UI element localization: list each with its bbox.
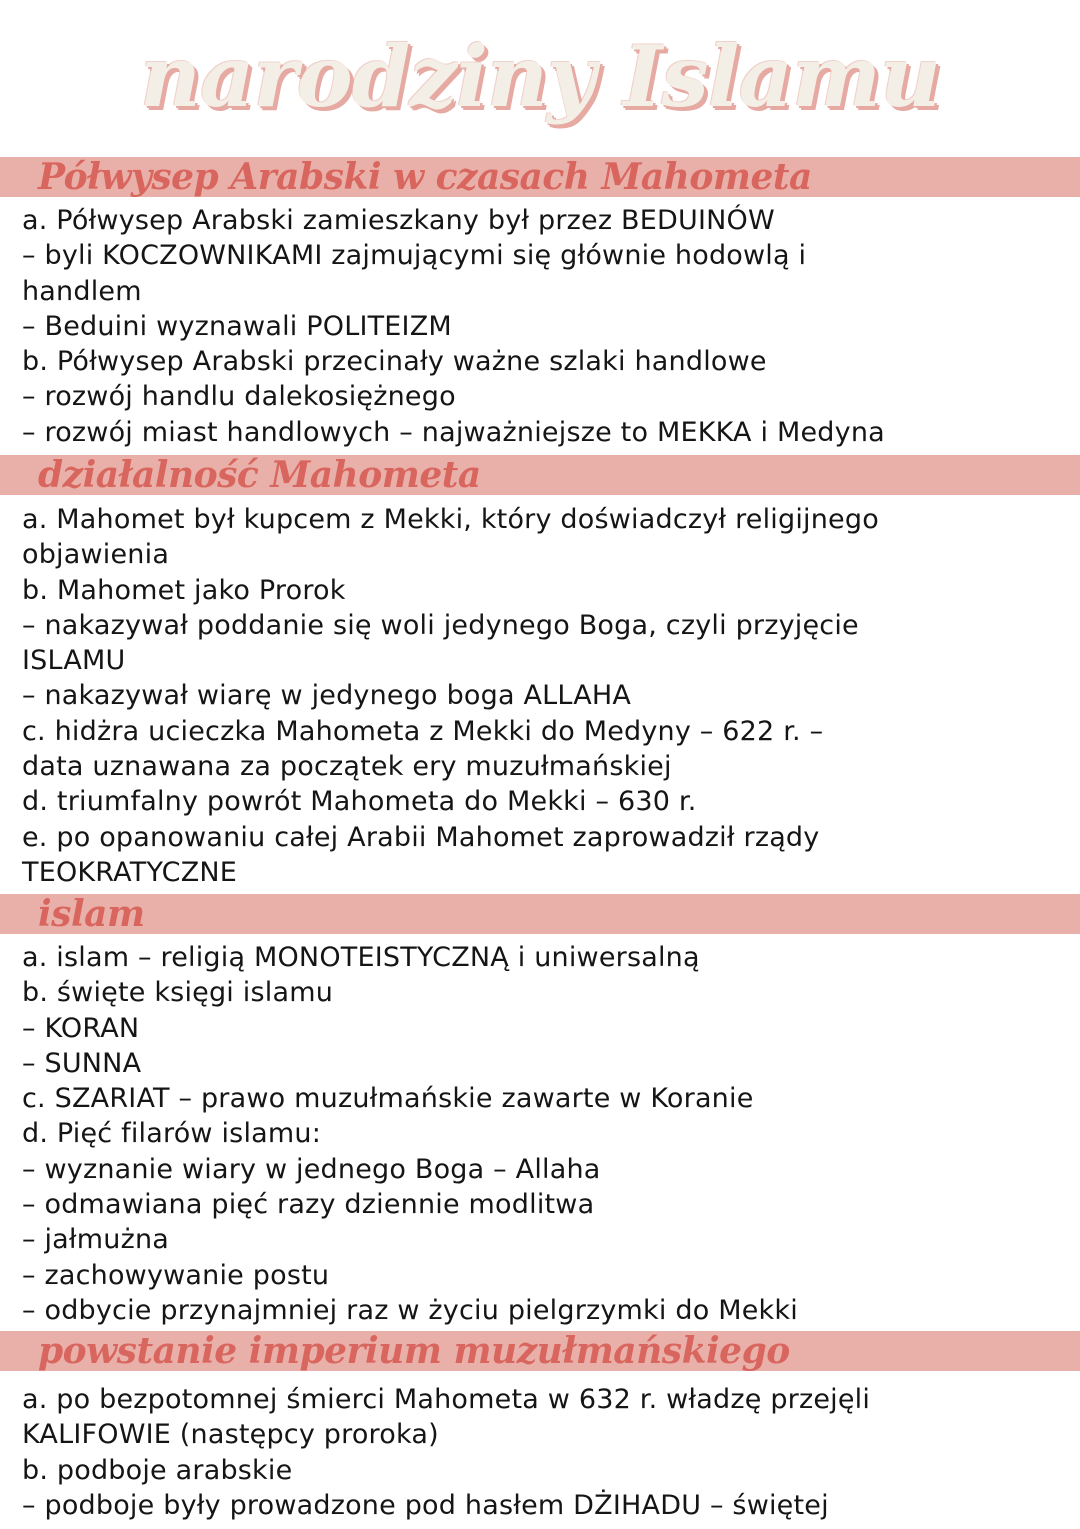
text-line: b. podboje arabskie	[22, 1454, 293, 1486]
text-line: – zachowywanie postu	[22, 1259, 330, 1291]
section-content-islam	[22, 940, 1062, 1328]
text-line: TEOKRATYCZNE	[22, 856, 238, 888]
text-line: – wyznanie wiary w jednego Boga – Allaha	[22, 1153, 601, 1185]
text-line: b. Półwysep Arabski przecinały ważne szlaki handlowe	[22, 346, 767, 378]
section-heading: islam	[38, 893, 145, 935]
text-line: a. islam – religią MONOTEISTYCZNĄ i uniwersalną	[22, 942, 700, 973]
section-header-muslim-empire	[0, 1331, 1080, 1371]
text-line: d. triumfalny powrót Mahometa do Mekki – 630 r.	[22, 786, 697, 818]
text-line: – podboje były prowadzone pod hasłem DŻIHADU – świętej	[22, 1489, 829, 1521]
text-line: ISLAMU	[22, 645, 126, 677]
section-header-muhammad-activity	[0, 455, 1080, 495]
text-line: – jałmużna	[22, 1224, 170, 1256]
text-line: – Beduini wyznawali POLITEIZM	[22, 310, 452, 342]
text-line: d. Pięć filarów islamu:	[22, 1118, 322, 1150]
page-title: narodziny Islamu	[139, 27, 941, 126]
text-line: – SUNNA	[22, 1047, 142, 1079]
section-content-muslim-empire	[22, 1382, 1062, 1523]
text-line: e. po opanowaniu całej Arabii Mahomet zaprowadził rządy	[22, 821, 820, 853]
text-line: – odmawiana pięć razy dziennie modlitwa	[22, 1189, 595, 1221]
section-header-arabian-peninsula	[0, 157, 1080, 197]
text-line: – nakazywał poddanie się woli jedynego Boga, czyli przyjęcie	[22, 609, 859, 641]
text-line: – odbycie przynajmniej raz w życiu pielgrzymki do Mekki	[22, 1294, 798, 1326]
text-line: objawienia	[22, 539, 170, 571]
section-content-muhammad-activity	[22, 502, 1062, 890]
section-heading: Półwysep Arabski w czasach Mahometa	[38, 156, 812, 198]
text-line: – rozwój handlu dalekosiężnego	[22, 381, 456, 413]
text-line: – byli KOCZOWNIKAMI zajmującymi się głównie hodowlą i	[22, 240, 807, 272]
text-line: – rozwój miast handlowych – najważniejsze to MEKKA i Medyna	[22, 416, 885, 448]
text-line: a. po bezpotomnej śmierci Mahometa w 632 r. władzę przejęli	[22, 1384, 871, 1415]
text-line: data uznawana za początek ery muzułmańskiej	[22, 751, 672, 783]
text-line: handlem	[22, 275, 142, 307]
text-line: a. Mahomet był kupcem z Mekki, który doświadczył religijnego	[22, 504, 879, 535]
section-header-islam	[0, 894, 1080, 934]
text-line: b. Mahomet jako Prorok	[22, 574, 346, 606]
text-line: b. święte księgi islamu	[22, 977, 334, 1009]
section-content-arabian-peninsula	[22, 203, 1062, 450]
section-heading: działalność Mahometa	[38, 454, 481, 496]
text-line: – nakazywał wiarę w jedynego boga ALLAHA	[22, 680, 632, 712]
section-heading: powstanie imperium muzułmańskiego	[38, 1330, 790, 1372]
text-line: a. Półwysep Arabski zamieszkany był przez BEDUINÓW	[22, 205, 775, 236]
text-line: c. SZARIAT – prawo muzułmańskie zawarte w Koranie	[22, 1083, 754, 1115]
text-line: c. hidżra ucieczka Mahometa z Mekki do Medyny – 622 r. –	[22, 715, 824, 747]
text-line: – KORAN	[22, 1012, 140, 1044]
text-line: KALIFOWIE (następcy proroka)	[22, 1419, 439, 1451]
